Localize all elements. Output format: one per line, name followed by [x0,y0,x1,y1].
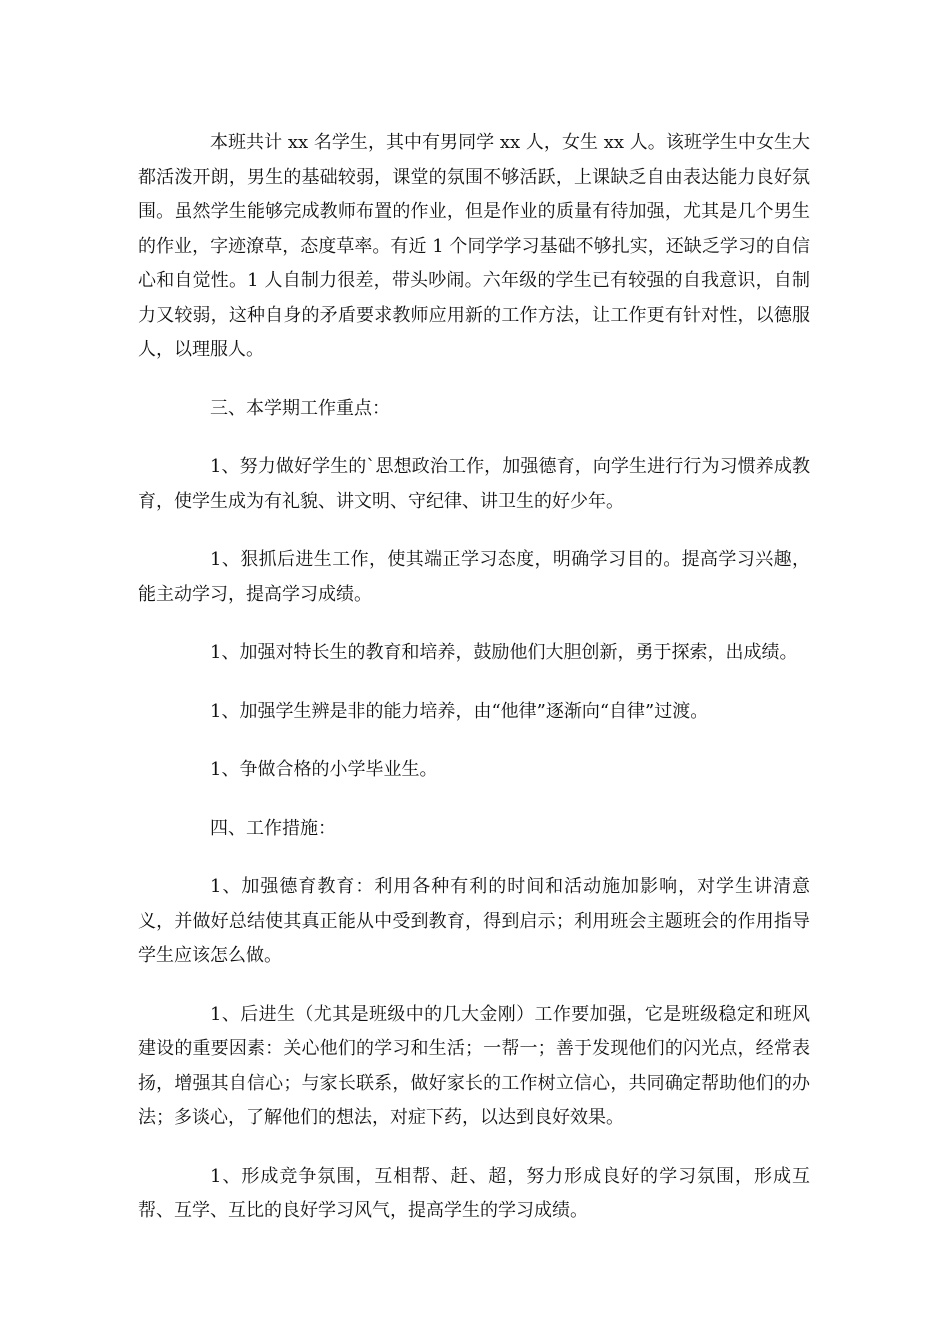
paragraph-class-overview: 本班共计 xx 名学生，其中有男同学 xx 人，女生 xx 人。该班学生中女生大都活泼开朗，男生的基础较弱，课堂的氛围不够活跃，上课缺乏自由表达能力良好氛围。虽然学生能够完成教师布置的作业，但是作业的质量有待加强，尤其是几个男生的作业，字迹潦草，态度草率。有近 1 个同学学习基础不够扎实，还缺乏学习的自信心和自觉性。1 人自制力很差，带头吵闹。六年级的学生已有较强的自我意识，自制力又较弱，这种自身的矛盾要求教师应用新的工作方法，让工作更有针对性，以德服人，以理服人。 [138,132,810,360]
paragraph-focus-talented: 1、加强对特长生的教育和培养，鼓励他们大胆创新，勇于探索，出成绩。 [210,642,798,663]
document-body [138,126,810,1253]
paragraph-focus-graduate: 1、争做合格的小学毕业生。 [210,759,438,780]
heading-work-measures: 四、工作措施： [210,817,336,839]
paragraph-measure-underachievers: 1、后进生（尤其是班级中的几大金刚）工作要加强，它是班级稳定和班风建设的重要因素：关心他们的学习和生活；一帮一；善于发现他们的闪光点，经常表扬，增强其自信心；与家长联系，做好家长的工作树立信心，共同确定帮助他们的办法；多谈心，了解他们的想法，对症下药，以达到良好效果。 [138,1003,810,1128]
paragraph-measure-competition: 1、形成竞争氛围，互相帮、赶、超，努力形成良好的学习氛围，形成互帮、互学、互比的良好学习风气，提高学生的学习成绩。 [138,1165,810,1221]
paragraph-focus-underachievers: 1、狠抓后进生工作，使其端正学习态度，明确学习目的。提高学习兴趣，能主动学习，提高学习成绩。 [138,549,810,605]
paragraph-measure-moral-education: 1、加强德育教育：利用各种有利的时间和活动施加影响，对学生讲清意义，并做好总结使其真正能从中受到教育，得到启示；利用班会主题班会的作用指导学生应该怎么做。 [138,876,810,966]
heading-work-focus: 三、本学期工作重点： [210,397,390,419]
paragraph-focus-moral: 1、努力做好学生的`思想政治工作，加强德育，向学生进行行为习惯养成教育，使学生成为有礼貌、讲文明、守纪律、讲卫生的好少年。 [138,456,810,512]
paragraph-focus-discipline: 1、加强学生辨是非的能力培养，由“他律”逐渐向“自律”过渡。 [210,700,709,722]
